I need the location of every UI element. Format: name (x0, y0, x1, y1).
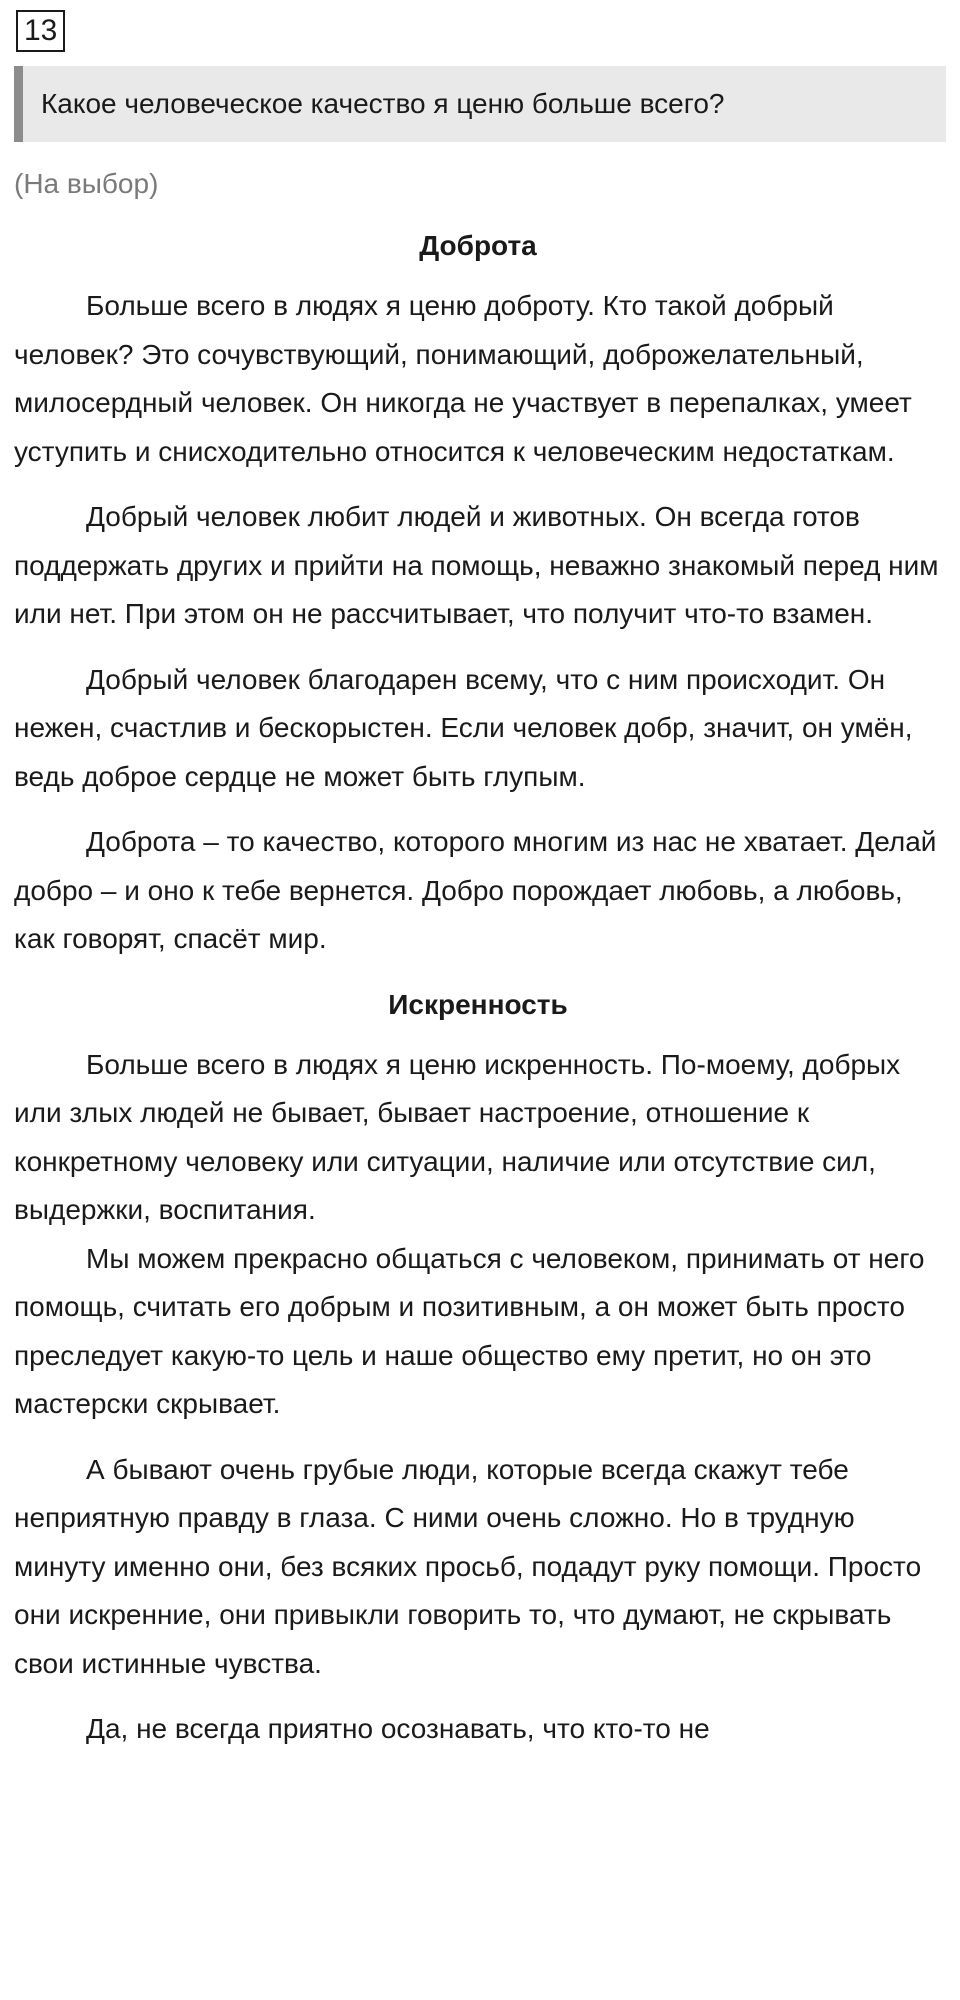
essay-content (14, 222, 942, 1771)
paragraph: Доброта – то качество, которого многим из нас не хватает. Делай добро – и оно к тебе вернется. Добро порождает любовь, а любовь, как говорят, спасёт мир. (14, 826, 937, 954)
paragraph: Да, не всегда приятно осознавать, что кто-то не (86, 1713, 710, 1744)
paragraph: Больше всего в людях я ценю доброту. Кто такой добрый человек? Это сочувствующий, понимающий, доброжелательный, милосердный человек. Он никогда не участвует в перепалках, умеет уступить и снисходительно относится к человеческим недостаткам. (14, 290, 912, 467)
paragraph: Больше всего в людях я ценю искренность. По-моему, добрых или злых людей не бывает, бывает настроение, отношение к конкретному человеку или ситуации, наличие или отсутствие сил, выдержки, воспитания. (14, 1048, 901, 1225)
paragraph: Добрый человек благодарен всему, что с ним происходит. Он нежен, счастлив и бескорыстен. Если человек добр, значит, он умён, ведь доброе сердце не может быть глупым. (14, 663, 913, 792)
task-number-badge: 13 (16, 10, 65, 52)
section-title-sincerity: Искренность (388, 988, 568, 1020)
paragraph: А бывают очень грубые люди, которые всегда скажут тебе неприятную правду в глаза. С ними очень сложно. Но в трудную минуту именно они, без всяких просьб, подадут руку помощи. Просто они искренние, они привыкли говорить то, что думают, не скрывать свои истинные чувства. (14, 1453, 922, 1679)
paragraph: Мы можем прекрасно общаться с человеком, принимать от него помощь, считать его добрым и позитивным, а он может быть просто преследует какую-то цель и наше общество ему претит, но он это мастерски скрывает. (14, 1242, 925, 1419)
question-text: Какое человеческое качество я ценю больше всего? (41, 88, 725, 119)
document-page (14, 0, 946, 2000)
paragraph: Добрый человек любит людей и животных. Он всегда готов поддержать других и прийти на помощь, неважно знакомый перед ним или нет. При этом он не рассчитывает, что получит что-то взамен. (14, 501, 939, 629)
section-title-kindness: Доброта (419, 230, 537, 261)
choice-note: (На выбор) (14, 168, 159, 199)
question-box (14, 66, 946, 142)
